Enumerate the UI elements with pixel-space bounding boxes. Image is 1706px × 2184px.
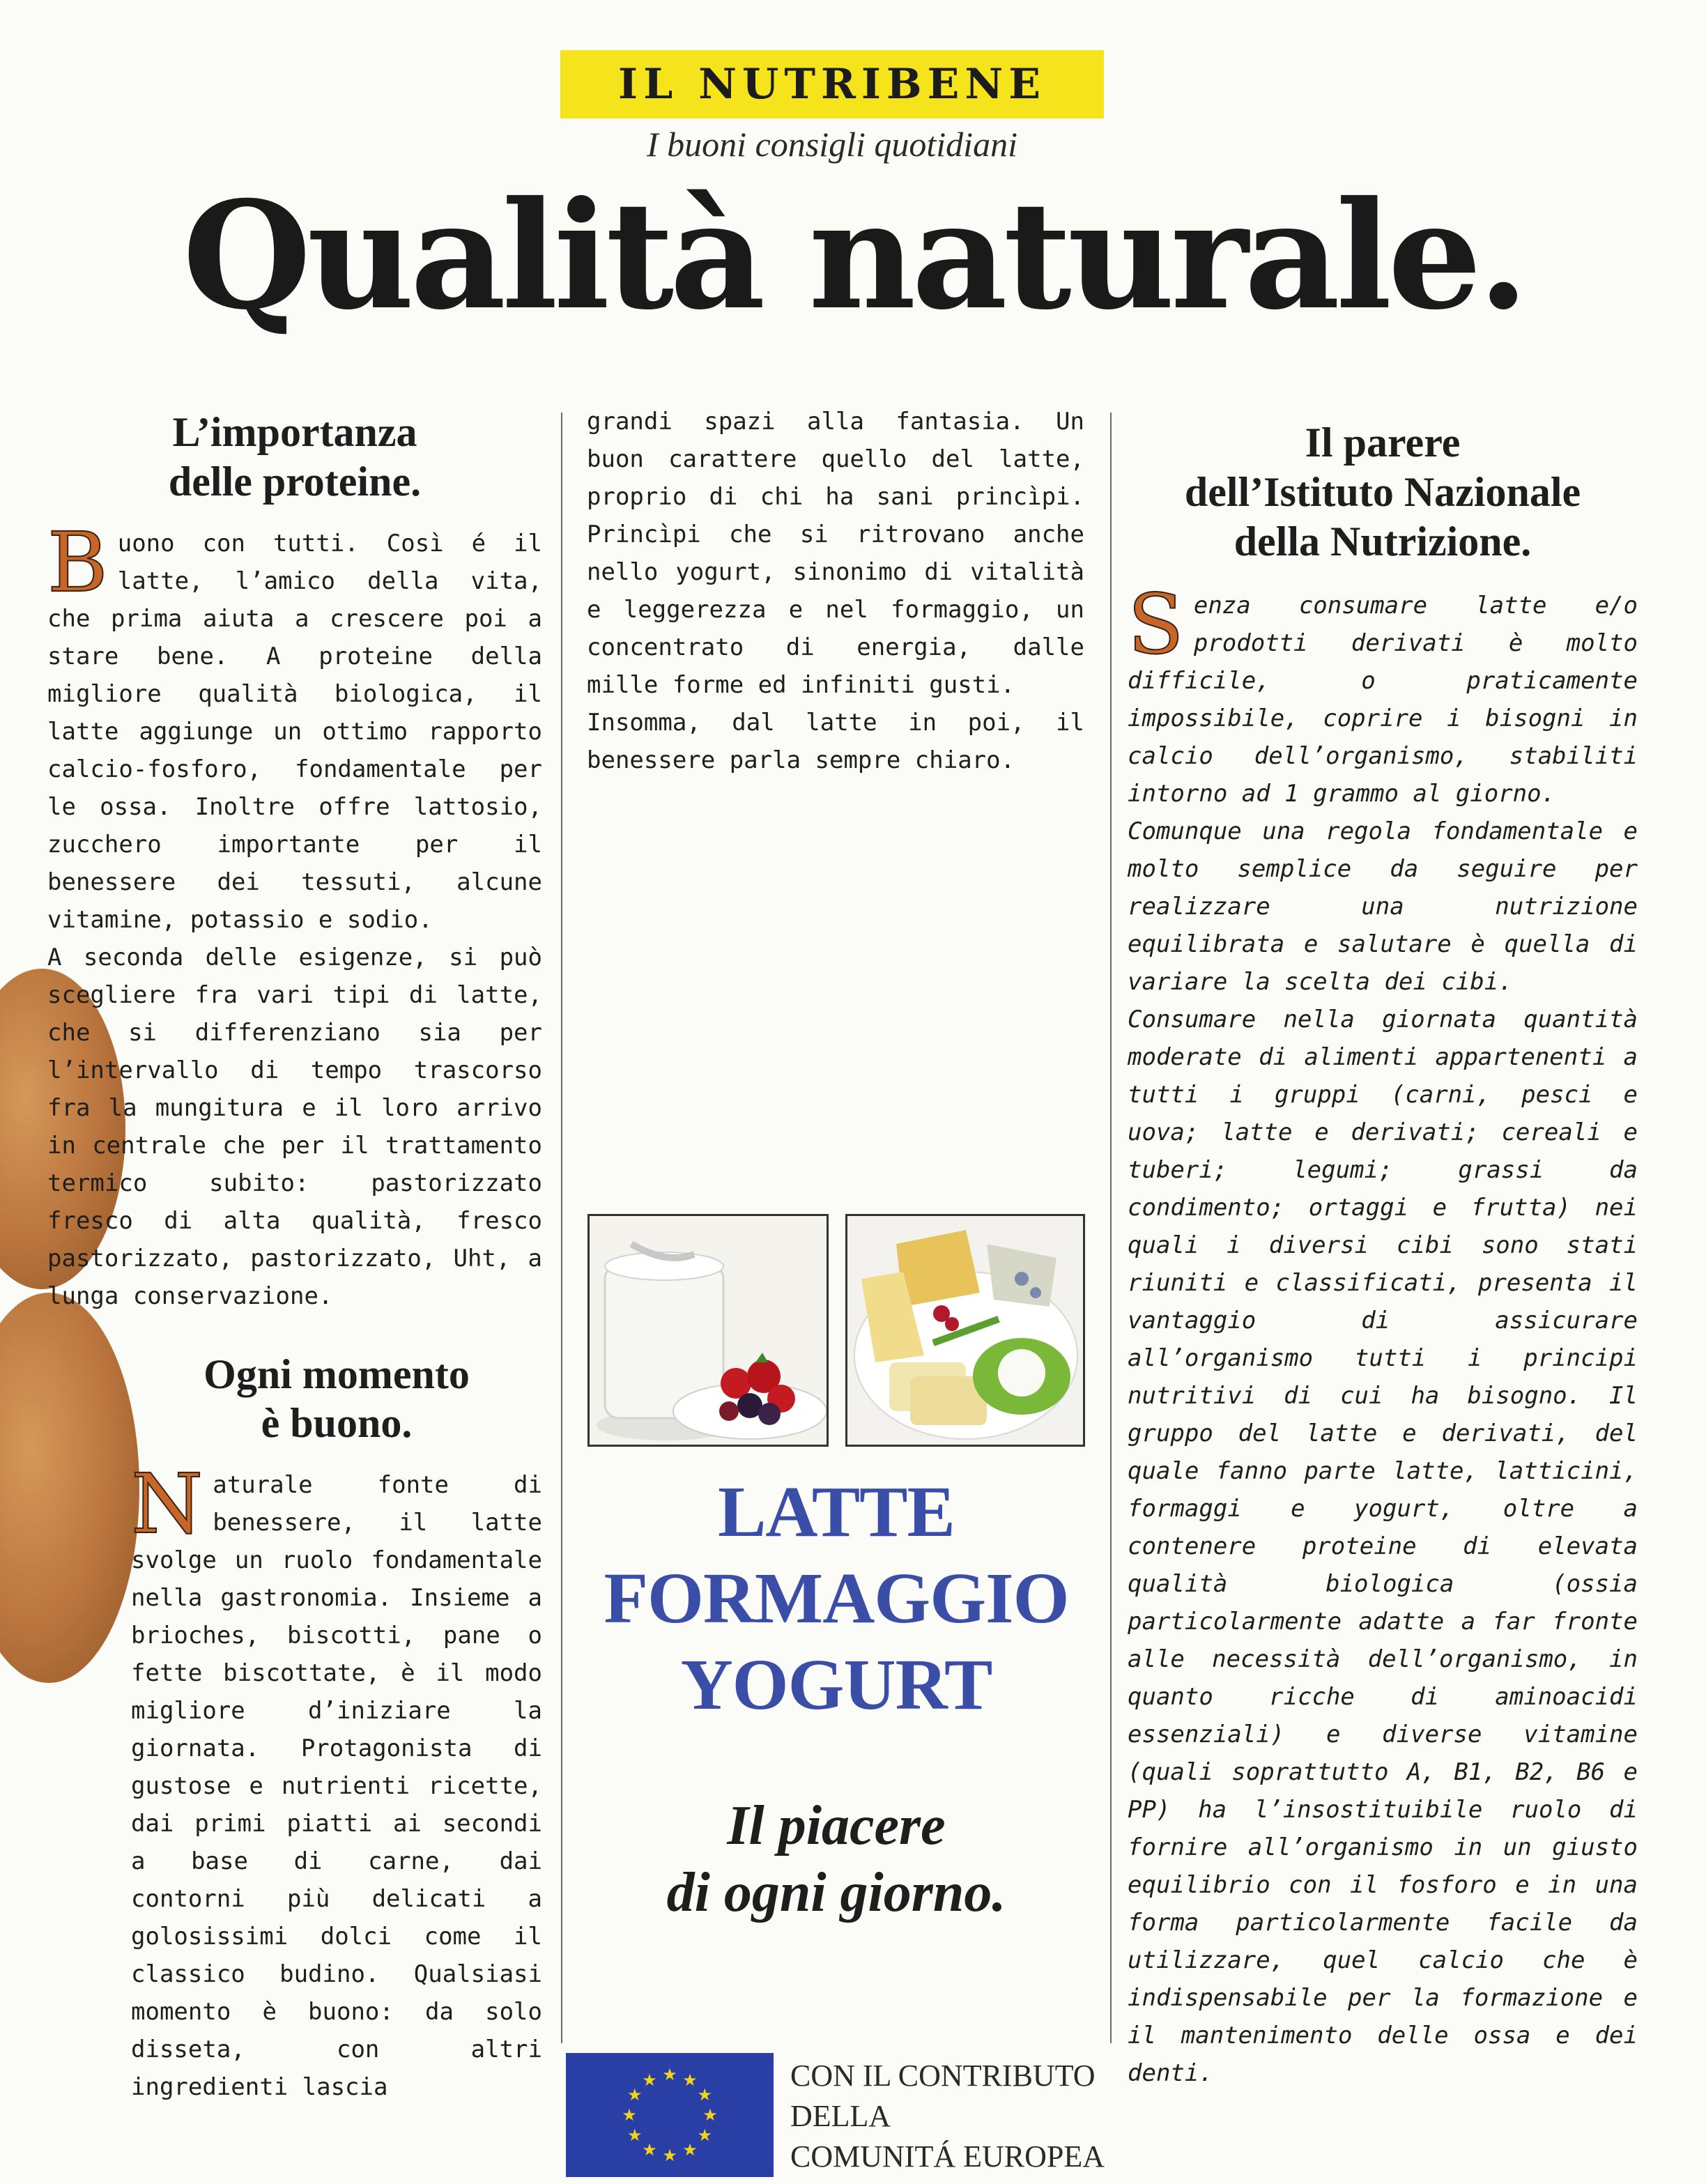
section-text-istituto: Senza consumare latte e/o prodotti derivati è molto difficile, o praticamente impossibile, coprire i bisogni in calcio dell’organismo, stabiliti intorno ad 1 grammo al giorno. — [1128, 576, 1638, 808]
eu-star-icon: ★ — [627, 2085, 643, 2105]
dropcap-b: B — [47, 514, 108, 610]
slogan: Il piacere di ogni giorno. — [666, 1795, 1006, 1923]
column-divider-right — [1110, 413, 1112, 2043]
product-names — [578, 1469, 1094, 1728]
eu-contribution-text: CON IL CONTRIBUTO DELLA COMUNITÁ EUROPEA — [790, 2059, 1105, 2174]
header-banner — [560, 50, 1104, 118]
eu-star-icon: ★ — [697, 2125, 712, 2145]
column-middle-text: grandi spazi alla fantasia. Un buon carattere quello del latte, proprio di chi ha sani princìpi. Princìpi che si ritrovano anche nello yogurt, sinonimo di vitalità e leggerezza e nel formaggio, un concentrato di energia, dalle mille forme ed infiniti gusti. — [587, 408, 1084, 699]
banner-title: IL NUTRIBENE — [618, 60, 1046, 109]
eu-star-icon: ★ — [682, 2140, 698, 2160]
column-middle-text-2: Insomma, dal latte in poi, il benessere parla sempre chiaro. — [587, 709, 1084, 774]
dropcap-s: S — [1128, 576, 1184, 673]
section-text-momento: Naturale fonte di benessere, il latte svolge un ruolo fondamentale nella gastronomia. Insieme a brioches, biscotti, pane o fette biscottate, è il modo migliore d’iniziare la giornata. Protagonista di gustose e nutrienti ricette, dai primi piatti ai secondi a base di carne, dai contorni più delicati a golosissimi dolci come il classico budino. Qualsiasi momento è buono: da solo disseta, con altri ingredienti lascia — [131, 1456, 542, 2102]
eu-star-icon: ★ — [702, 2105, 718, 2125]
section-title-istituto: Il parere dell’Istituto Nazionale della Nutrizione. — [1184, 420, 1581, 564]
section-text-proteine-2: A seconda delle esigenze, si può scegliere fra vari tipi di latte, che si differenziano sia per l’intervallo di tempo trascorso fra la mungitura e il loro arrivo in centrale che per il trattamento termico subito: pastorizzato fresco di alta qualità, fresco pastorizzato, pastorizzato, Uht, a lunga conservazione. — [47, 943, 542, 1310]
eu-flag — [566, 2053, 774, 2177]
column-divider-left — [561, 413, 562, 2043]
headline: Qualità naturale. — [182, 169, 1526, 342]
column-middle — [587, 403, 1084, 779]
eu-star-icon: ★ — [642, 2070, 657, 2090]
product-formaggio: FORMAGGIO — [604, 1558, 1069, 1638]
yogurt-berries-photo — [587, 1214, 829, 1447]
tagline: I buoni consigli quotidiani — [647, 125, 1017, 164]
section-text-proteine: Buono con tutti. Così é il latte, l’amico della vita, che prima aiuta a crescere poi a stare bene. A proteine della migliore qualità biologica, il latte aggiunge un ottimo rapporto calcio-fosforo, fondamentale per le ossa. Inoltre offre lattosio, zucchero importante per il benessere dei tessuti, alcune vitamine, potassio e sodio. — [47, 514, 542, 934]
section-text-istituto-3: Consumare nella giornata quantità moderate di alimenti appartenenti a tutti i gruppi (carni, pesci e uova; latte e derivati; cereali e tuberi; legumi; grassi da condimento; ortaggi e frutta) nei quali i diversi cibi sono stati riuniti e classificati, presenta il vantaggio di assicurare all’organismo tutti i principi nutritivi di cui ha bisogno. Il gruppo del latte e derivati, del quale fanno parte latte, latticini, formaggi e yogurt, oltre a contenere proteine di elevata qualità biologica (ossia particolarmente adatte a far fronte alle necessità dell’organismo, in quanto ricche di aminoacidi essenziali) e diverse vitamine (quali soprattutto A, B1, B2, B6 e PP) ha l’insostituibile ruolo di fornire all’organismo in un giusto equilibrio con il fosforo e in una forma particolarmente facile da utilizzare, quel calcio che è indispensabile per la formazione e il mantenimento delle ossa e dei denti. — [1128, 1006, 1638, 2088]
column-left — [47, 408, 542, 2106]
eu-star-icon: ★ — [642, 2140, 657, 2160]
eu-star-icon: ★ — [622, 2105, 637, 2125]
dropcap-n: N — [131, 1456, 203, 1553]
eu-star-icon: ★ — [627, 2125, 643, 2145]
column-right — [1128, 418, 1638, 2092]
eu-star-icon: ★ — [662, 2146, 677, 2165]
product-latte: LATTE — [718, 1472, 955, 1552]
section-text-istituto-2: Comunque una regola fondamentale e molto semplice da seguire per realizzare una nutrizione equilibrata e salutare è quella di variare la scelta dei cibi. — [1128, 817, 1638, 997]
product-yogurt: YOGURT — [680, 1645, 992, 1725]
section-title-momento: Ogni momento è buono. — [203, 1351, 470, 1447]
cheese-platter-photo — [845, 1214, 1085, 1447]
eu-star-icon: ★ — [697, 2085, 712, 2105]
eu-star-icon: ★ — [662, 2065, 677, 2084]
eu-star-icon: ★ — [682, 2070, 698, 2090]
section-title-proteine: L’importanza delle proteine. — [168, 409, 422, 505]
